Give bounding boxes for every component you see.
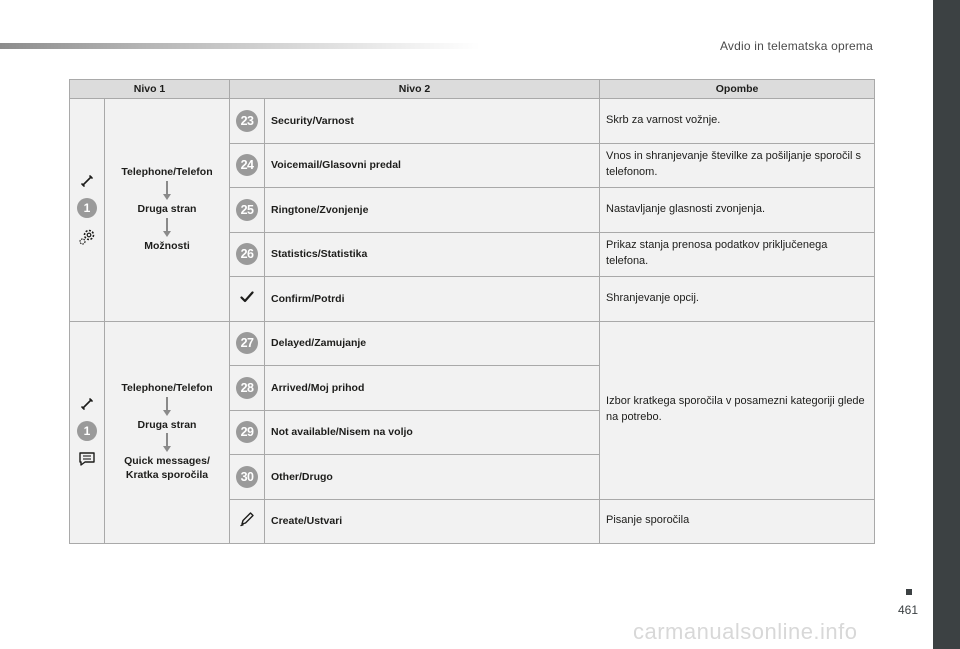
page-number: 461	[898, 603, 919, 617]
check-icon	[240, 291, 254, 303]
message-bubble-icon	[78, 451, 96, 467]
marker-cell	[230, 455, 265, 500]
page-marker	[906, 589, 912, 595]
number-badge: 24	[236, 154, 258, 176]
number-badge: 29	[236, 421, 258, 443]
menu-badge: 1	[77, 198, 97, 218]
path-step: Quick messages/ Kratka sporočila	[124, 455, 210, 481]
marker-cell	[230, 321, 265, 366]
chapter-sidebar	[933, 0, 960, 649]
path-step: Telephone/Telefon	[121, 381, 213, 394]
marker-cell	[230, 143, 265, 188]
note-text: Nastavljanje glasnosti zvonjenja.	[600, 188, 875, 233]
number-badge: 28	[236, 377, 258, 399]
note-text: Pisanje sporočila	[600, 499, 875, 544]
phone-handset-icon	[80, 397, 94, 411]
settings-gear-icon	[78, 228, 96, 246]
marker-cell	[230, 410, 265, 455]
watermark-text: carmanualsonline.info	[633, 619, 858, 644]
shared-note-text: Izbor kratkega sporočila v posamezni kategoriji glede na potrebo.	[600, 321, 875, 499]
header-rule	[0, 43, 480, 49]
level2-label: Other/Drugo	[265, 455, 600, 500]
level2-label: Delayed/Zamujanje	[265, 321, 600, 366]
down-arrow-icon	[162, 218, 172, 238]
note-text: Vnos in shranjevanje številke za pošiljanje sporočil s telefonom.	[600, 143, 875, 188]
path-step: Druga stran	[137, 418, 197, 431]
level1-path-quick-messages	[105, 321, 230, 544]
level2-label: Not available/Nisem na voljo	[265, 410, 600, 455]
down-arrow-icon	[162, 181, 172, 201]
marker-cell	[230, 277, 265, 322]
number-badge: 26	[236, 243, 258, 265]
path-step: Telephone/Telefon	[121, 166, 213, 179]
number-badge: 30	[236, 466, 258, 488]
level2-label: Create/Ustvari	[265, 499, 600, 544]
marker-cell	[230, 366, 265, 411]
marker-cell	[230, 232, 265, 277]
section-title: Avdio in telematska oprema	[719, 39, 873, 53]
level2-label: Confirm/Potrdi	[265, 277, 600, 322]
number-badge: 27	[236, 332, 258, 354]
marker-cell	[230, 499, 265, 544]
menu-table	[69, 79, 875, 544]
table-header-row	[70, 80, 875, 99]
number-badge: 23	[236, 110, 258, 132]
pencil-icon	[239, 511, 255, 527]
path-step: Druga stran	[137, 202, 197, 215]
menu-badge: 1	[77, 421, 97, 441]
level2-label: Statistics/Statistika	[265, 232, 600, 277]
marker-cell	[230, 99, 265, 144]
phone-handset-icon	[80, 174, 94, 188]
level2-label: Arrived/Moj prihod	[265, 366, 600, 411]
column-header-opombe: Opombe	[600, 80, 875, 99]
number-badge: 25	[236, 199, 258, 221]
column-header-nivo1: Nivo 1	[70, 80, 230, 99]
level2-label: Voicemail/Glasovni predal	[265, 143, 600, 188]
down-arrow-icon	[162, 433, 172, 453]
level1-icons-quick-messages	[70, 321, 105, 544]
level1-icons-options	[70, 99, 105, 322]
note-text: Prikaz stanja prenosa podatkov priključenega telefona.	[600, 232, 875, 277]
note-text: Shranjevanje opcij.	[600, 277, 875, 322]
level1-path-options	[105, 99, 230, 322]
marker-cell	[230, 188, 265, 233]
level2-label: Ringtone/Zvonjenje	[265, 188, 600, 233]
down-arrow-icon	[162, 397, 172, 417]
column-header-nivo2: Nivo 2	[230, 80, 600, 99]
table-row	[70, 321, 875, 366]
path-step: Možnosti	[144, 239, 190, 252]
level2-label: Security/Varnost	[265, 99, 600, 144]
note-text: Skrb za varnost vožnje.	[600, 99, 875, 144]
table-row	[70, 99, 875, 144]
